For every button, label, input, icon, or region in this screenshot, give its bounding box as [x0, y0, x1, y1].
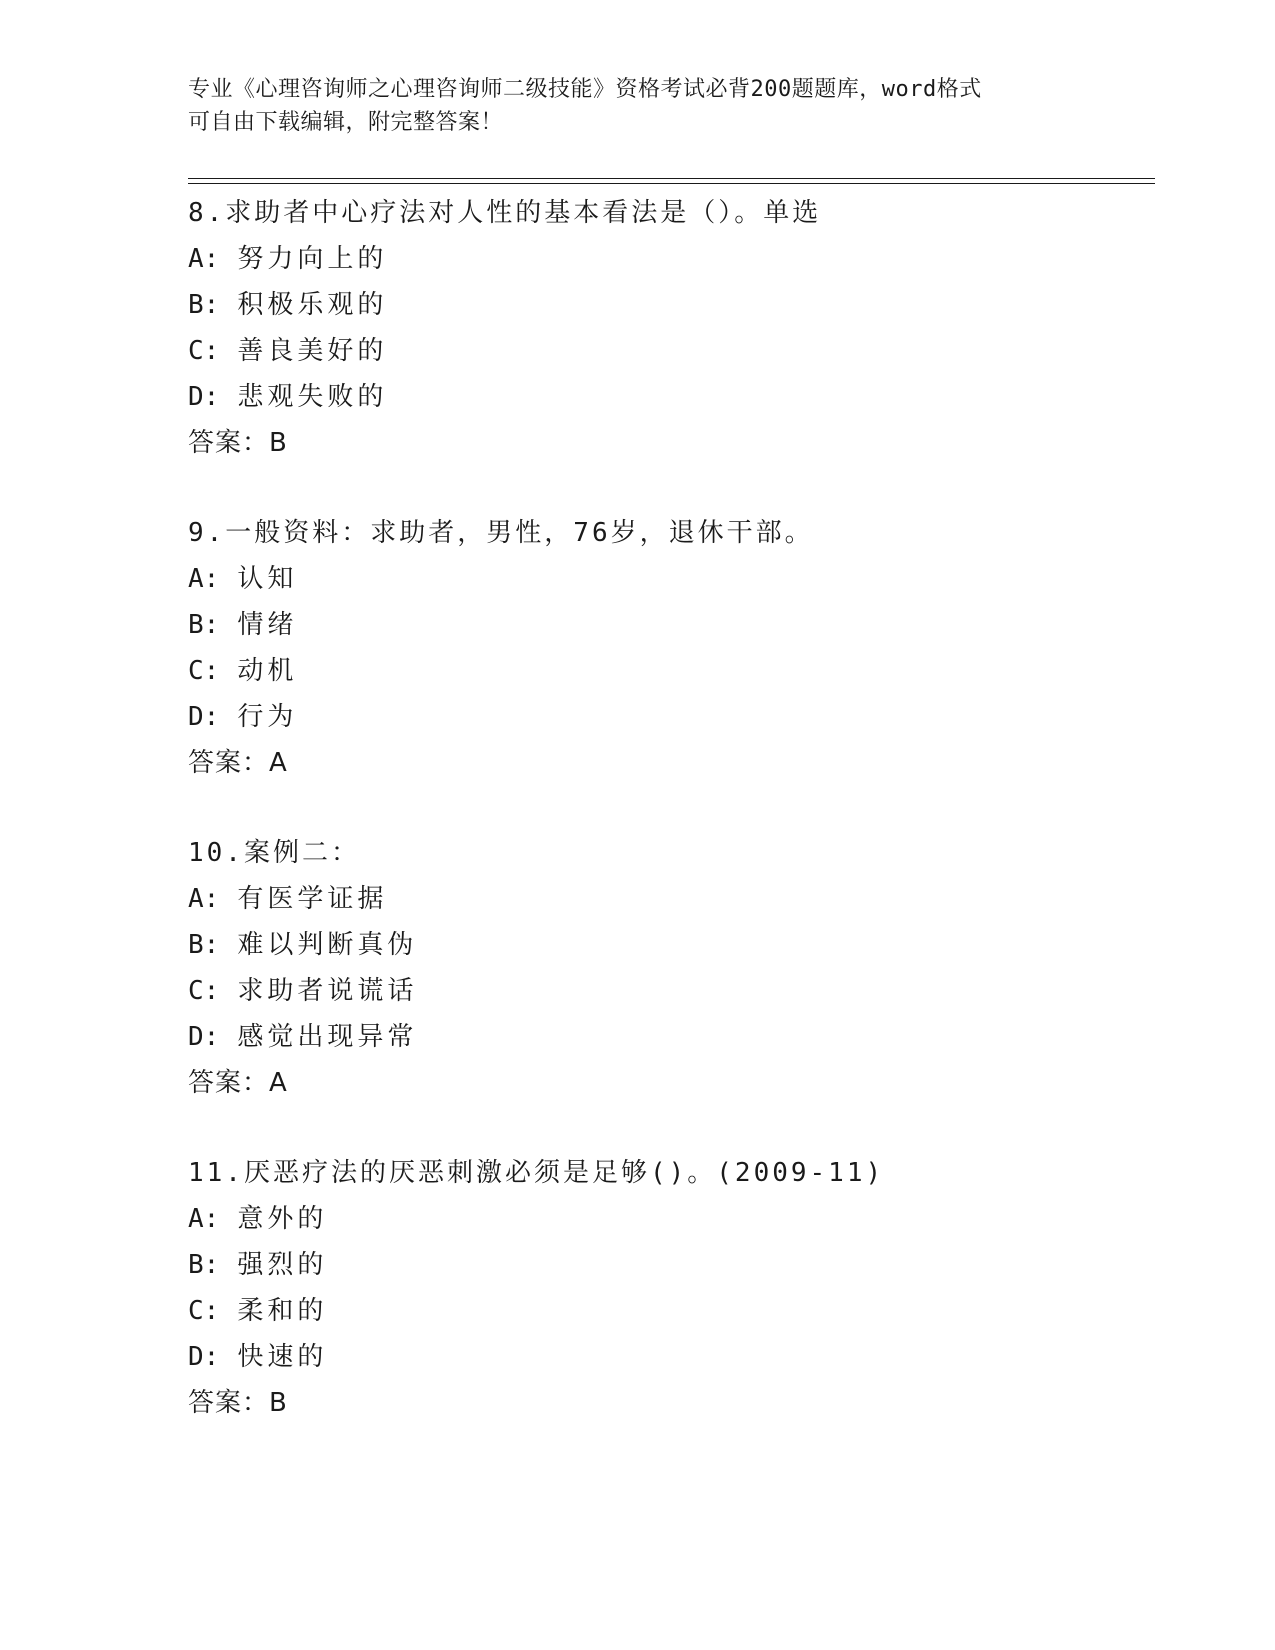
option-key: B: — [188, 290, 220, 320]
option-key: D: — [188, 382, 220, 412]
option-b — [188, 602, 1155, 648]
option-text: 动机 — [237, 656, 298, 686]
option-text: 行为 — [237, 702, 298, 732]
option-key: C: — [188, 336, 220, 366]
option-text: 积极乐观的 — [237, 290, 388, 320]
option-text: 强烈的 — [237, 1250, 328, 1280]
option-a — [188, 236, 1155, 282]
option-d — [188, 374, 1155, 420]
option-key: B: — [188, 930, 220, 960]
option-key: C: — [188, 1296, 220, 1326]
option-text: 情绪 — [237, 610, 298, 640]
header-divider-bottom — [188, 183, 1155, 184]
option-key: C: — [188, 976, 220, 1006]
header-line-2: 可自由下载编辑，附完整答案！ — [188, 110, 504, 135]
answer-line: 答案：A — [188, 748, 288, 778]
question-title: 9.一般资料：求助者，男性，76岁，退休干部。 — [188, 518, 814, 548]
option-key: A: — [188, 884, 220, 914]
question-list — [188, 190, 1155, 1470]
option-text: 认知 — [237, 564, 298, 594]
question-8 — [188, 190, 1155, 510]
header-line-1: 专业《心理咨询师之心理咨询师二级技能》资格考试必背200题题库，word格式 — [188, 77, 982, 102]
option-b — [188, 922, 1155, 968]
option-text: 快速的 — [237, 1342, 328, 1372]
option-c — [188, 968, 1155, 1014]
option-c — [188, 1288, 1155, 1334]
option-text: 难以判断真伪 — [237, 930, 418, 960]
question-title: 10.案例二： — [188, 838, 360, 868]
answer-line: 答案：B — [188, 1388, 288, 1418]
option-key: B: — [188, 610, 220, 640]
option-text: 善良美好的 — [237, 336, 388, 366]
option-key: B: — [188, 1250, 220, 1280]
document-header — [188, 73, 1068, 139]
option-text: 求助者说谎话 — [237, 976, 418, 1006]
question-title: 8.求助者中心疗法对人性的基本看法是（）。单选 — [188, 198, 822, 228]
answer-line: 答案：A — [188, 1068, 288, 1098]
option-d — [188, 1334, 1155, 1380]
option-key: A: — [188, 1204, 220, 1234]
option-a — [188, 1196, 1155, 1242]
option-text: 柔和的 — [237, 1296, 328, 1326]
question-title: 11.厌恶疗法的厌恶刺激必须是足够()。(2009-11) — [188, 1158, 885, 1188]
option-text: 有医学证据 — [237, 884, 388, 914]
option-text: 感觉出现异常 — [237, 1022, 418, 1052]
option-key: A: — [188, 564, 220, 594]
option-c — [188, 648, 1155, 694]
option-key: D: — [188, 1342, 220, 1372]
option-key: A: — [188, 244, 220, 274]
question-9 — [188, 510, 1155, 830]
option-b — [188, 1242, 1155, 1288]
option-a — [188, 876, 1155, 922]
question-10 — [188, 830, 1155, 1150]
header-divider-top — [188, 178, 1155, 179]
option-text: 悲观失败的 — [237, 382, 388, 412]
option-c — [188, 328, 1155, 374]
answer-line: 答案：B — [188, 428, 288, 458]
option-text: 意外的 — [237, 1204, 328, 1234]
option-key: D: — [188, 702, 220, 732]
option-text: 努力向上的 — [237, 244, 388, 274]
option-b — [188, 282, 1155, 328]
question-11 — [188, 1150, 1155, 1470]
option-key: D: — [188, 1022, 220, 1052]
option-d — [188, 694, 1155, 740]
option-a — [188, 556, 1155, 602]
option-key: C: — [188, 656, 220, 686]
option-d — [188, 1014, 1155, 1060]
